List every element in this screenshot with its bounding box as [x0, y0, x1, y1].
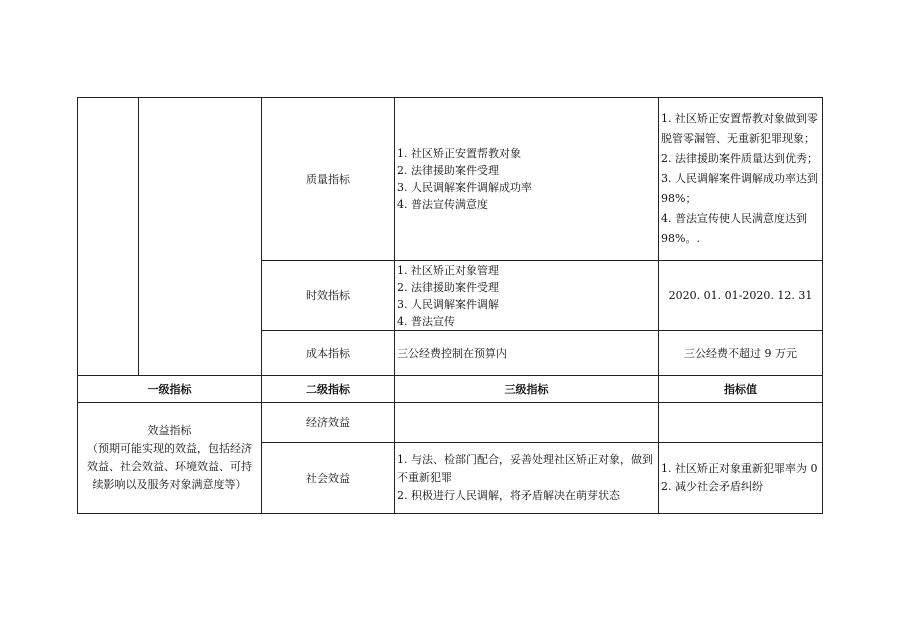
cost-indicator-label: 成本指标: [262, 331, 395, 376]
list-item: 4. 普法宣传满意度: [397, 198, 488, 211]
quality-indicator-values: [659, 98, 823, 261]
list-item: 2. 法律援助案件受理: [397, 280, 499, 294]
level2-blank-cell: [139, 98, 262, 376]
list-item: 1. 社区矫正安置帮教对象: [397, 147, 521, 160]
header-level3: 三级指标: [395, 376, 659, 403]
list-item: 2. 积极进行人民调解，将矛盾解决在萌芽状态: [397, 489, 620, 502]
timeliness-indicator-items: [395, 261, 659, 331]
social-benefit-values: [659, 443, 823, 514]
economic-benefit-label: 经济效益: [262, 403, 395, 443]
economic-benefit-value: [659, 403, 823, 443]
list-item: 3. 人民调解案件调解成功率: [397, 181, 532, 194]
quality-indicator-items: [395, 98, 659, 261]
social-benefit-label: 社会效益: [262, 443, 395, 514]
list-item: 4. 普法宣传: [397, 314, 455, 328]
header-level1: 一级指标: [78, 376, 262, 403]
benefit-indicator-label: 效益指标 （预期可能实现的效益，包括经济效益、社会效益、环境效益、可持续影响以及服务对象满意度等）: [78, 403, 262, 514]
economic-benefit-item: [395, 403, 659, 443]
header-level2: 二级指标: [262, 376, 395, 403]
list-item: 3. 人民调解案件调解: [397, 297, 499, 311]
timeliness-indicator-value: 2020. 01. 01-2020. 12. 31: [659, 261, 823, 331]
table-row: [78, 98, 823, 261]
list-item: 2. 法律援助案件质量达到优秀；: [661, 152, 818, 165]
social-benefit-items: [395, 443, 659, 514]
list-item: 1. 与法、检部门配合，妥善处理社区矫正对象，做到不重新犯罪: [397, 453, 653, 484]
list-item: 3. 人民调解案件调解成功率达到98%；: [661, 172, 818, 205]
list-item: 2. 减少社会矛盾纠纷: [661, 480, 763, 493]
list-item: 4. 普法宣传使人民满意度达到98%。.: [661, 212, 807, 245]
table-header-row: [78, 376, 823, 403]
list-item: 1. 社区矫正安置帮教对象做到零脱管零漏管、无重新犯罪现象；: [661, 112, 818, 145]
list-item: 1. 社区矫正对象管理: [397, 263, 499, 277]
performance-indicator-table: [77, 97, 823, 514]
cost-indicator-value: 三公经费不超过 9 万元: [659, 331, 823, 376]
table-row: [78, 403, 823, 443]
list-item: 1. 社区矫正对象重新犯罪率为 0: [661, 462, 818, 475]
list-item: 2. 法律援助案件受理: [397, 164, 499, 177]
level1-blank-cell: [78, 98, 139, 376]
quality-indicator-label: 质量指标: [262, 98, 395, 261]
cost-indicator-item: 三公经费控制在预算内: [395, 331, 659, 376]
header-value: 指标值: [659, 376, 823, 403]
timeliness-indicator-label: 时效指标: [262, 261, 395, 331]
